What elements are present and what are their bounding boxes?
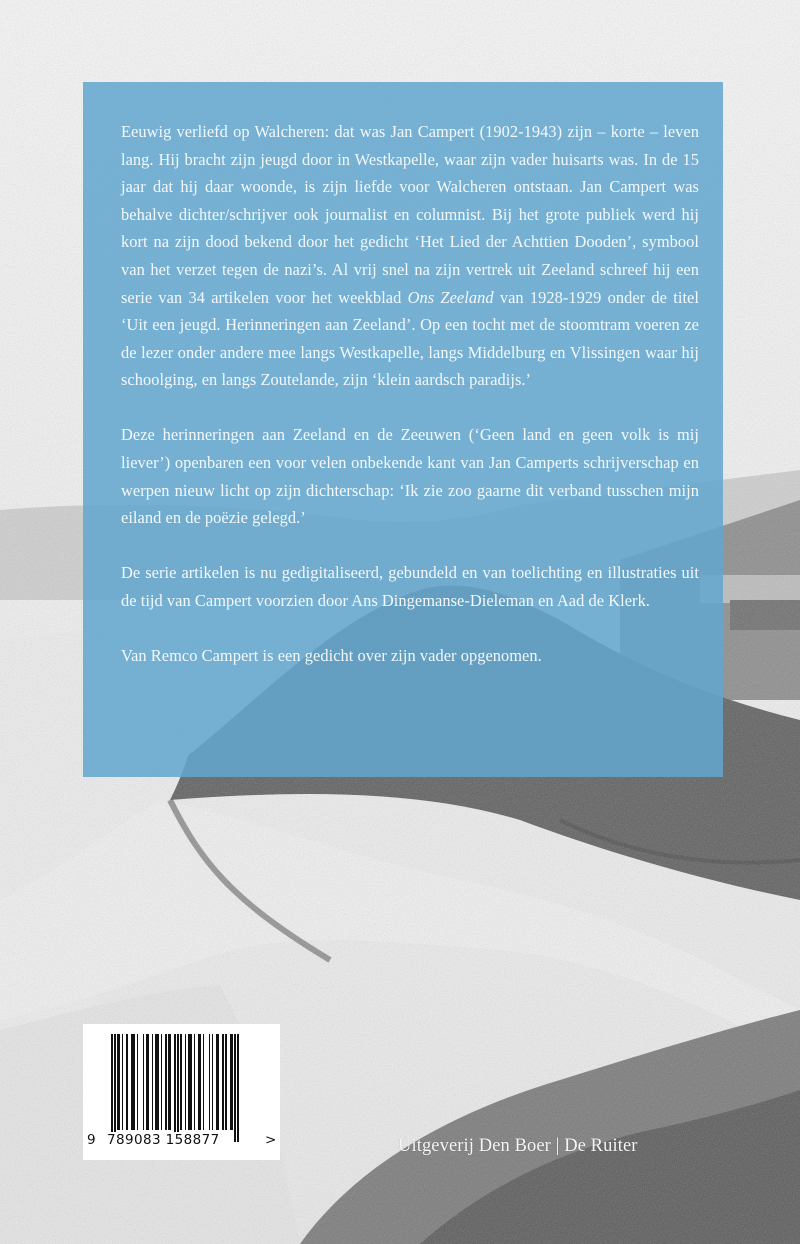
isbn-digits: 789083 158877	[107, 1132, 220, 1148]
blurb-paragraph-1	[121, 118, 699, 394]
barcode-bars	[111, 1034, 259, 1142]
blurb-panel	[83, 82, 723, 777]
blurb-paragraph-3: De serie artikelen is nu gedigitaliseerd, gebundeld en van toelichting en illustraties uit de tijd van Campert voorzien door Ans Dingemanse-Dieleman en Aad de Klerk.	[121, 563, 699, 610]
blurb-text: van 1928-1929 onder de titel ‘Uit een jeugd. Herinneringen aan Zeeland’. Op een tocht met de stoomtram voeren ze de lezer onder andere mee langs Westkapelle, langs Middelburg en Vlissingen waar hij schoolging, en langs Zoutelande, zijn ‘klein aardsch paradijs.’	[121, 287, 699, 390]
isbn-prefix-digit: 9	[87, 1132, 96, 1148]
blurb-paragraph-4: Van Remco Campert is een gedicht over zijn vader opgenomen.	[121, 646, 542, 665]
quiet-zone-marker-icon: >	[265, 1132, 277, 1148]
magazine-title: Ons Zeeland	[407, 287, 494, 307]
publisher-name: Uitgeverij Den Boer | De Ruiter	[398, 1136, 638, 1156]
blurb-paragraph-2: Deze herinneringen aan Zeeland en de Zeeuwen (‘Geen land en geen volk is mij liever’) openbaren een voor velen onbekende kant van Jan Camperts schrijverschap en werpen nieuw licht op zijn dichterschap: ‘Ik zie zoo gaarne dit verband tusschen mijn eiland en de poëzie gelegd.’	[121, 425, 699, 528]
isbn-barcode	[83, 1024, 280, 1160]
blurb-text: Eeuwig verliefd op Walcheren: dat was Jan Campert (1902-1943) zijn – korte – leven lang. Hij bracht zijn jeugd door in Westkapelle, waar zijn vader huisarts was. In de 15 jaar dat hij daar woonde, is zijn liefde voor Walcheren ontstaan. Jan Campert was behalve dichter/schrijver ook journalist en columnist. Bij het grote publiek werd hij kort na zijn dood bekend door het gedicht ‘Het Lied der Achttien Dooden’, symbool van het verzet tegen de nazi’s. Al vrij snel na zijn vertrek uit Zeeland schreef hij een serie van 34 artikelen voor het weekblad	[121, 122, 699, 307]
